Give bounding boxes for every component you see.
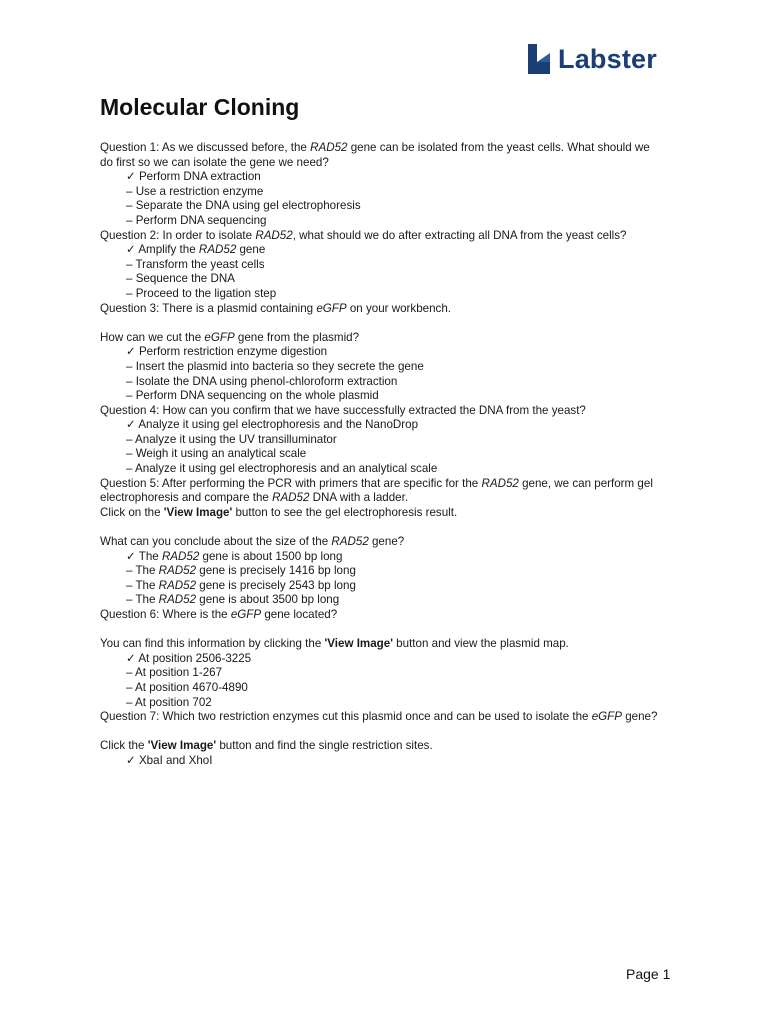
labster-logo-icon	[526, 44, 552, 74]
dash-icon: –	[126, 432, 133, 446]
answer-option	[100, 579, 660, 594]
text-run: Question 1: As we discussed before, the	[100, 141, 311, 154]
italic-term: RAD52	[158, 564, 197, 578]
text-run: Isolate the DNA using phenol-chloroform extraction	[135, 374, 398, 388]
dash-icon: –	[126, 184, 133, 198]
text-run: Question 7: Which two restriction enzymes cut this plasmid once and can be used to isolate the	[100, 710, 592, 724]
question-prompt	[100, 637, 660, 652]
dash-icon: –	[126, 359, 133, 373]
dash-icon: –	[126, 666, 133, 680]
italic-term: eGFP	[204, 330, 235, 344]
check-icon: ✓	[126, 753, 136, 767]
text-run: Separate the DNA using gel electrophoresis	[135, 199, 361, 213]
answer-option-correct	[100, 550, 660, 565]
question-text	[100, 404, 660, 419]
text-run: , what should we do after extracting all DNA from the yeast cells?	[292, 228, 627, 242]
question-list	[100, 141, 660, 769]
text-run: gene is precisely 2543 bp long	[196, 578, 356, 592]
answer-option	[100, 433, 660, 448]
answer-option	[100, 389, 660, 404]
text-run: Click the	[100, 739, 148, 753]
text-run: Sequence the DNA	[135, 272, 235, 286]
question-prompt	[100, 739, 660, 754]
italic-term: eGFP	[591, 710, 622, 724]
answer-option	[100, 666, 660, 681]
text-run: Question 3: There is a plasmid containing	[100, 301, 317, 315]
text-run: How can we cut the	[100, 330, 205, 344]
text-run: Question 4: How can you confirm that we have successfully extracted the DNA from the yeast?	[100, 403, 586, 417]
text-run: At position 1-267	[135, 666, 223, 680]
dash-icon: –	[126, 257, 133, 271]
question-text	[100, 710, 660, 725]
italic-term: eGFP	[230, 608, 262, 621]
text-run: Perform DNA extraction	[138, 170, 261, 184]
text-run: Use a restriction enzyme	[135, 184, 264, 198]
italic-term: RAD52	[331, 535, 369, 549]
answer-option-correct	[100, 345, 660, 360]
text-run: DNA with a ladder.	[309, 491, 409, 505]
text-run: button to see the gel electrophoresis result.	[232, 505, 458, 519]
text-run: gene, we can perform gel electrophoresis and compare the	[100, 476, 653, 505]
page-number: Page 1	[626, 966, 671, 982]
answer-option	[100, 681, 660, 696]
text-run: Analyze it using the UV transilluminator	[135, 432, 337, 446]
question-prompt	[100, 331, 660, 346]
text-run: gene?	[621, 710, 658, 724]
text-run: Analyze it using gel electrophoresis and an analytical scale	[135, 462, 438, 476]
answer-option	[100, 593, 660, 608]
question-text	[100, 477, 660, 521]
check-icon: ✓	[126, 170, 136, 184]
text-run: gene?	[368, 535, 405, 549]
text-run: The	[135, 578, 159, 592]
answer-options	[100, 345, 660, 403]
answer-option-correct	[100, 243, 660, 258]
check-icon: ✓	[126, 243, 136, 257]
dash-icon: –	[126, 286, 133, 300]
text-run: gene is precisely 1416 bp long	[196, 564, 356, 578]
dash-icon: –	[126, 564, 133, 578]
text-run: Perform DNA sequencing	[135, 213, 267, 227]
text-run: button and view the plasmid map.	[392, 637, 569, 651]
dash-icon: –	[126, 199, 133, 213]
text-run: At position 4670-4890	[135, 680, 248, 694]
dash-icon: –	[126, 374, 133, 388]
italic-term: RAD52	[272, 491, 310, 505]
dash-icon: –	[126, 578, 133, 592]
answer-option	[100, 375, 660, 390]
italic-term: RAD52	[158, 593, 197, 607]
question-text	[100, 141, 660, 170]
dash-icon: –	[126, 389, 133, 403]
answer-option	[100, 287, 660, 302]
page-title: Molecular Cloning	[100, 94, 300, 120]
text-run: Question 5: After performing the PCR with primers that are specific for the	[100, 476, 482, 490]
answer-option-correct	[100, 652, 660, 667]
check-icon: ✓	[126, 418, 136, 432]
check-icon: ✓	[126, 345, 136, 359]
answer-option	[100, 199, 660, 214]
text-run: gene from the plasmid?	[234, 330, 360, 344]
dash-icon: –	[126, 272, 133, 286]
text-run: button and find the single restriction sites.	[216, 739, 433, 753]
text-run: At position 2506-3225	[138, 651, 252, 665]
text-run: gene is about 1500 bp long	[199, 549, 343, 563]
text-run: The	[135, 564, 159, 578]
dash-icon: –	[126, 593, 133, 607]
text-run: What can you conclude about the size of the	[100, 535, 332, 549]
answer-option	[100, 564, 660, 579]
text-run: The	[135, 593, 159, 607]
logo-text: Labster	[558, 44, 657, 74]
text-run: Amplify the	[138, 243, 199, 257]
text-run: Question 2: In order to isolate	[100, 228, 256, 242]
text-run: Click on the	[100, 505, 164, 519]
text-run: gene	[236, 243, 266, 257]
text-run: XbaI and XhoI	[138, 753, 213, 767]
italic-term: RAD52	[481, 476, 519, 490]
answer-option	[100, 360, 660, 375]
answer-option-correct	[100, 170, 660, 185]
answer-options	[100, 243, 660, 301]
dash-icon: –	[126, 213, 133, 227]
dash-icon: –	[126, 462, 133, 476]
question-prompt	[100, 535, 660, 550]
answer-options	[100, 754, 660, 769]
text-run: on your workbench.	[346, 301, 452, 315]
answer-option	[100, 185, 660, 200]
answer-options	[100, 170, 660, 228]
check-icon: ✓	[126, 651, 136, 665]
question-text	[100, 229, 660, 244]
answer-option	[100, 214, 660, 229]
italic-term: RAD52	[158, 578, 197, 592]
answer-options	[100, 652, 660, 710]
text-run: gene is about 3500 bp long	[196, 593, 340, 607]
question-text	[100, 302, 660, 317]
text-run: gene located?	[261, 608, 338, 621]
dash-icon: –	[126, 680, 133, 694]
answer-option	[100, 272, 660, 287]
text-run: You can find this information by clicking the	[100, 637, 325, 651]
dash-icon: –	[126, 447, 133, 461]
text-run: Perform DNA sequencing on the whole plasmid	[135, 389, 379, 403]
question-text	[100, 608, 660, 623]
answer-option-correct	[100, 754, 660, 769]
text-run: Transform the yeast cells	[135, 257, 265, 271]
italic-term: RAD52	[255, 228, 293, 242]
answer-option	[100, 447, 660, 462]
check-icon: ✓	[126, 549, 136, 563]
labster-logo	[526, 42, 678, 76]
text-run: Perform restriction enzyme digestion	[138, 345, 328, 359]
text-run: Insert the plasmid into bacteria so they secrete the gene	[135, 359, 424, 373]
text-run: gene can be isolated from the yeast cells. What should we do first so we can isolate the gene we need?	[100, 141, 650, 169]
text-run: Analyze it using gel electrophoresis and the NanoDrop	[138, 418, 419, 432]
text-run: Question 6: Where is the	[100, 608, 231, 621]
text-run: Proceed to the ligation step	[135, 286, 277, 300]
italic-term: RAD52	[161, 549, 200, 563]
italic-term: eGFP	[316, 301, 347, 315]
answer-options	[100, 550, 660, 608]
italic-term: RAD52	[310, 141, 348, 154]
bold-term: 'View Image'	[163, 505, 233, 519]
answer-option	[100, 696, 660, 711]
italic-term: RAD52	[198, 243, 237, 257]
text-run: At position 702	[135, 695, 212, 709]
bold-term: 'View Image'	[324, 637, 393, 651]
answer-option	[100, 462, 660, 477]
answer-option-correct	[100, 418, 660, 433]
text-run: Weigh it using an analytical scale	[135, 447, 307, 461]
answer-option	[100, 258, 660, 273]
answer-options	[100, 418, 660, 476]
dash-icon: –	[126, 695, 133, 709]
text-run: The	[138, 549, 162, 563]
bold-term: 'View Image'	[147, 739, 217, 753]
